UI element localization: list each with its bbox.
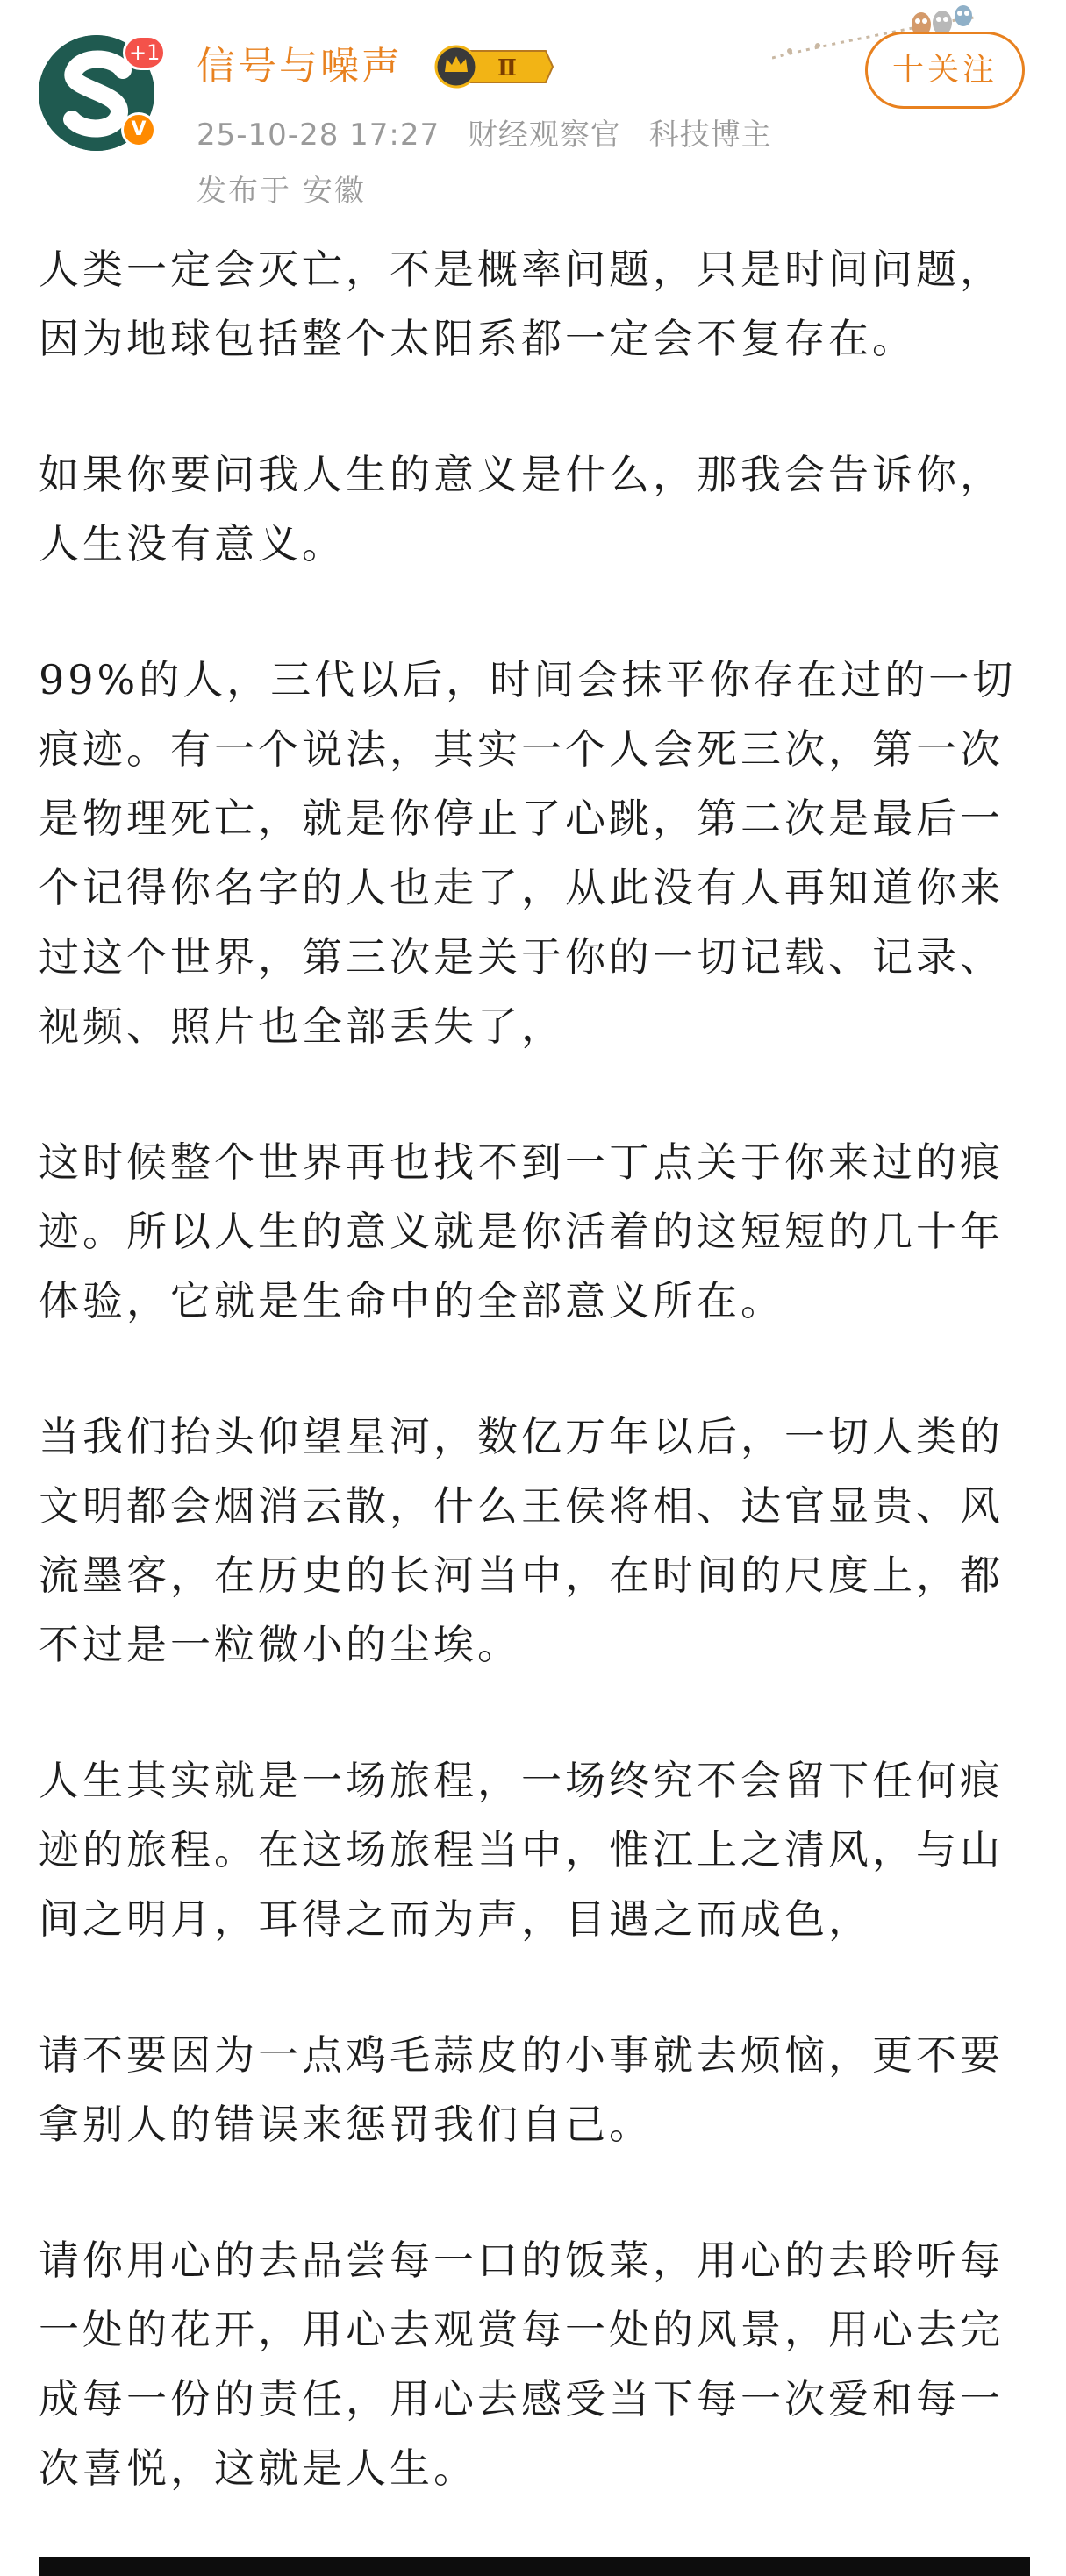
author-tag-1: 财经观察官 [467, 118, 621, 153]
post-header [0, 0, 1066, 224]
post-location: 发布于 安徽 [197, 174, 366, 209]
avatar-notification-badge: +1 [123, 35, 166, 70]
author-name[interactable]: 信号与噪声 [197, 44, 403, 89]
image-bottom-edge [39, 2557, 1030, 2576]
post-paragraph: 如果你要问我人生的意义是什么，那我会告诉你，人生没有意义。 [39, 451, 1004, 567]
post-time: 25-10-28 17:27 [197, 118, 440, 153]
post-paragraph: 请你用心的去品尝每一口的饭菜，用心的去聆听每一处的花开，用心去观赏每一处的风景，用心去完成每一份的责任，用心去感受当下每一次爱和每一次喜悦，这就是人生。 [39, 2237, 1004, 2492]
follow-button[interactable]: 十关注 [865, 32, 1025, 109]
post-paragraph: 99%的人，三代以后，时间会抹平你存在过的一切痕迹。有一个说法，其实一个人会死三次，第一次是物理死亡，就是你停止了心跳，第二次是最后一个记得你名字的人也走了，从此没有人再知道你来过这个世界，第三次是关于你的一切记载、记录、视频、照片也全部丢失了， [39, 656, 1017, 1050]
verified-icon: V [121, 112, 156, 147]
post-paragraph: 人类一定会灭亡，不是概率问题，只是时间问题，因为地球包括整个太阳系都一定会不复存在。 [39, 246, 1004, 362]
post-paragraph: 人生其实就是一场旅程，一场终究不会留下任何痕迹的旅程。在这场旅程当中，惟江上之清风，与山间之明月，耳得之而为声，目遇之而成色， [39, 1757, 1004, 1943]
level-badge-icon[interactable] [433, 44, 554, 89]
level-badge-text: Ⅱ [497, 55, 517, 82]
post-meta [197, 116, 790, 154]
author-tag-2: 科技博主 [648, 118, 772, 153]
post-body [39, 235, 1030, 2570]
post-paragraph: 请不要因为一点鸡毛蒜皮的小事就去烦恼，更不要拿别人的错误来惩罚我们自己。 [39, 2031, 1004, 2148]
post-paragraph: 当我们抬头仰望星河，数亿万年以后，一切人类的文明都会烟消云散，什么王侯将相、达官显贵、风流墨客，在历史的长河当中，在时间的尺度上，都不过是一粒微小的尘埃。 [39, 1413, 1004, 1668]
post-paragraph: 这时候整个世界再也找不到一丁点关于你来过的痕迹。所以人生的意义就是你活着的这短短的几十年体验，它就是生命中的全部意义所在。 [39, 1138, 1004, 1324]
